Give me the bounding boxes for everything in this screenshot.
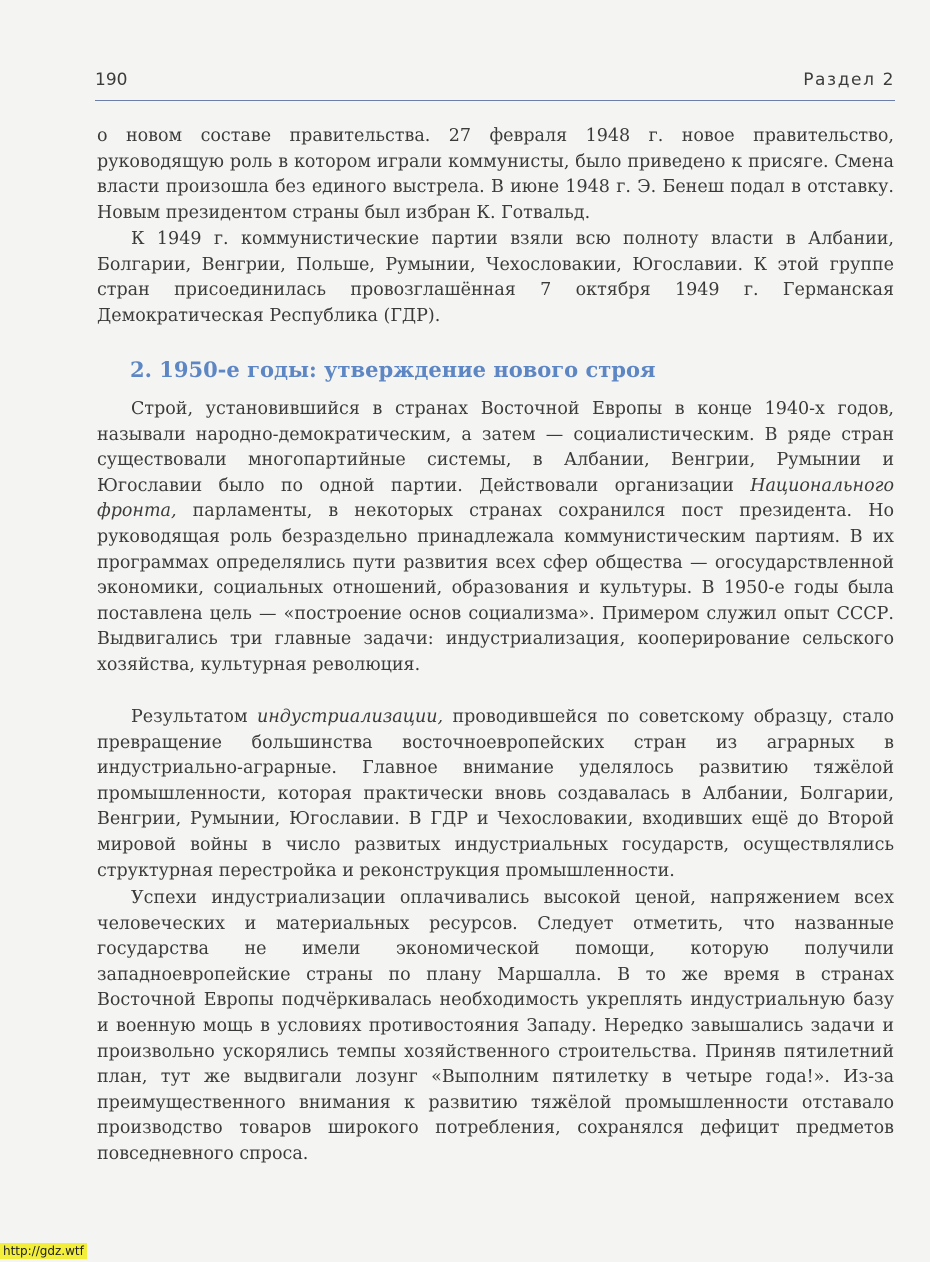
watermark-link[interactable]: http://gdz.wtf: [0, 1243, 87, 1259]
page-header: [95, 70, 895, 92]
paragraph-4-part-b: проводившейся по советскому образцу, стало превращение большинства восточноевропейских стран из аграрных в индустриально-аграрные. Главное внимание уделялось развитию тяжёлой промышленности, которая практически вновь создавалась в Албании, Болгарии, Венгрии, Румынии, Югославии. В ГДР и Чехословакии, входивших ещё до Второй мировой войны в число развитых индустриальных государств, осуществлялись структурная перестройка и реконструкция промышленности.: [97, 707, 894, 881]
paragraph-2: К 1949 г. коммунистические партии взяли всю полноту власти в Албании, Болгарии, Венгрии, Польше, Румынии, Чехословакии, Югославии. К этой группе стран присоединилась провозглашённая 7 октября 1949 г. Германская Демократическая Республика (ГДР).: [97, 229, 894, 326]
paragraph-1: о новом составе правительства. 27 февраля 1948 г. новое правительство, руководящую роль в котором играли коммунисты, было приведено к присяге. Смена власти произошла без единого выстрела. В июне 1948 г. Э. Бенеш подал в отставку. Новым президентом страны был избран К. Готвальд.: [97, 126, 894, 223]
paragraph-3: [97, 397, 894, 679]
section-label: Раздел 2: [803, 70, 895, 90]
paragraph-3-part-b: парламенты, в некоторых странах сохранился пост президента. Но руководящая роль безраздельно принадлежала коммунистическим партиям. В их программах определялись пути развития всех сфер общества — огосударствленной экономики, социальных отношений, образования и культуры. В 1950-е годы была поставлена цель — «построение основ социализма». Примером служил опыт СССР. Выдвигались три главные задачи: индустриализация, кооперирование сельского хозяйства, культурная революция.: [97, 501, 894, 675]
paragraph-4-emphasis: индустриализации,: [257, 707, 444, 727]
paragraph-4-part-a: Результатом: [131, 707, 257, 727]
paragraph-4: [97, 705, 894, 884]
paragraph-3-emphasis: Национального фронта,: [97, 475, 894, 522]
page-number: 190: [95, 70, 128, 90]
header-divider: [95, 100, 895, 101]
paragraph-5: Успехи индустриализации оплачивались высокой ценой, напряжением всех человеческих и материальных ресурсов. Следует отметить, что названные государства не имели экономической помощи, которую получили западноевропейские страны по плану Маршалла. В то же время в странах Восточной Европы подчёркивалась необходимость укреплять индустриальную базу и военную мощь в условиях противостояния Западу. Нередко завышались задачи и произвольно ускорялись темпы хозяйственного строительства. Приняв пятилетний план, тут же выдвигали лозунг «Выполним пятилетку в четыре года!». Из-за преимущественного внимания к развитию тяжёлой промышленности отставало производство товаров широкого потребления, сохранялся дефицит предметов повседневного спроса.: [97, 888, 894, 1164]
paragraph-3-part-a: Строй, установившийся в странах Восточной Европы в конце 1940-х годов, называли народно-демократическим, а затем — социалистическим. В ряде стран существовали многопартийные системы, в Албании, Венгрии, Румынии и Югославии было по одной партии. Действовали организации: [97, 399, 894, 496]
section-heading: 2. 1950-е годы: утверждение нового строя: [130, 357, 656, 382]
